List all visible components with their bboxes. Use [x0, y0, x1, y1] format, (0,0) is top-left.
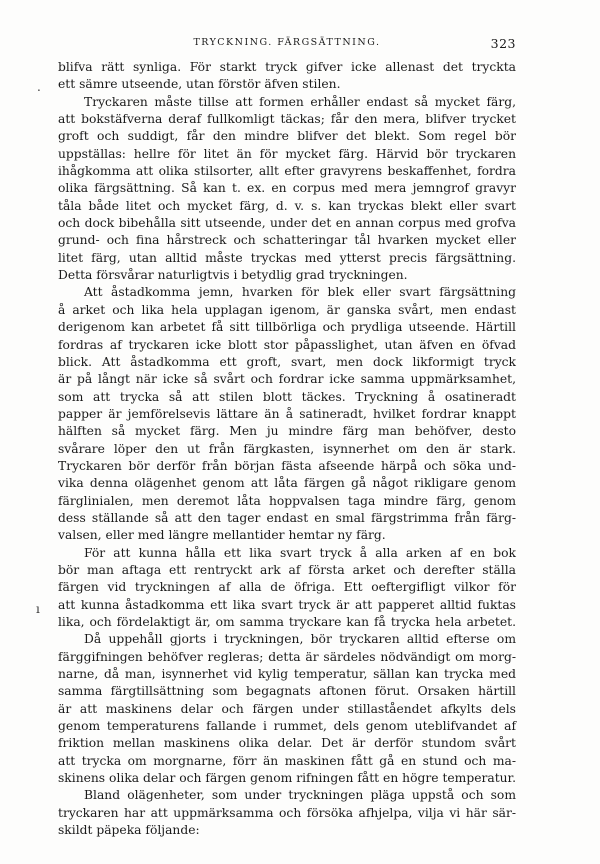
body-text	[58, 59, 516, 839]
paragraph-1	[58, 59, 516, 94]
text-line: papper är jemförelsevis lättare än å satineradt, hvilket fordrar knappt	[58, 406, 516, 421]
running-head	[58, 37, 516, 53]
text-line: friktion mellan maskinens olika delar. Det är derför stundom svårt	[58, 736, 516, 751]
text-line: Detta försvårar naturligtvis i betydlig grad tryckningen.	[58, 268, 408, 283]
text-line: skinens olika delar och färgen genom rifningen fått en högre temperatur.	[58, 771, 516, 786]
text-line: För att kunna hålla ett lika svart tryck å alla arken af en bok	[84, 545, 516, 560]
text-line: genom temperaturens fallande i rummet, dels genom uteblifvandet af	[58, 719, 516, 734]
text-line: att trycka om morgnarne, förr än maskinen fått gå en stund och ma-	[58, 753, 516, 768]
text-line: hälften så mycket färg. Men ju mindre färg man behöfver, desto	[58, 424, 516, 439]
text-line: dess ställande så att den tager endast en smal färgstrimma från färg-	[58, 510, 516, 525]
paragraph-2	[58, 94, 516, 285]
text-line: tryckaren har att uppmärksamma och försöka afhjelpa, vilja vi här sär-	[58, 805, 516, 820]
text-line: Att åstadkomma jemn, hvarken för blek eller svart färgsättning	[84, 285, 516, 300]
text-line: Bland olägenheter, som under tryckningen pläga uppstå och som	[84, 788, 516, 803]
text-line: derigenom kan arbetet få sitt tillbörliga och prydliga utseende. Härtill	[58, 320, 516, 335]
text-line: vika denna olägenhet genom att låta färgen gå något rikligare genom	[58, 476, 516, 491]
text-line: samma färgtillsättning som begagnats aftonen förut. Orsaken härtill	[58, 684, 516, 699]
text-line: som att trycka så att stilen blott täckes. Tryckning å osatineradt	[58, 389, 516, 404]
text-line: narne, då man, isynnerhet vid kylig temperatur, sällan kan trycka med	[58, 667, 516, 682]
text-line: att kunna åstadkomma ett lika svart tryck är att papperet alltid fuktas	[58, 597, 516, 612]
paragraph-4	[58, 545, 516, 632]
text-line: bör man aftaga ett rentryckt ark af första arket och derefter ställa	[58, 562, 516, 577]
text-line: Då uppehåll gjorts i tryckningen, bör tryckaren alltid efterse om	[84, 632, 516, 647]
text-line: är att maskinens delar och färgen under stillaståendet afkylts dels	[58, 701, 516, 716]
text-line: uppställas: hellre för litet än för mycket färg. Härvid bör tryckaren	[58, 146, 516, 161]
text-line: ihågkomma att olika stilsorter, allt efter gravyrens beskaffenhet, fordra	[58, 164, 516, 179]
text-line: och dock bibehålla sitt utseende, under det en annan corpus med grofva	[58, 216, 516, 231]
margin-mark: .	[37, 80, 41, 94]
margin-mark: ı	[36, 602, 40, 616]
running-title: TRYCKNING. FÄRGSÄTTNING.	[193, 37, 381, 48]
text-line: Tryckaren bör derför från början fästa afseende härpå och söka und-	[58, 458, 516, 473]
text-line: valsen, eller med längre mellantider hemtar ny färg.	[58, 528, 386, 543]
text-line: groft och suddigt, får den mindre blifver det blekt. Som regel bör	[58, 129, 516, 144]
text-line: lika, och fördelaktigt är, om samma tryckare kan få trycka hela arbetet.	[58, 615, 516, 629]
text-line: svårare löper den ut från färgkasten, isynnerhet om den är stark.	[58, 441, 516, 456]
text-line: att bokstäfverna deraf fullkomligt täckas; får den mera, blifver trycket	[58, 112, 516, 127]
paragraph-3	[58, 284, 516, 544]
text-line: är på långt när icke så svårt och fordrar icke samma uppmärksamhet,	[58, 372, 516, 387]
text-line: fordras af tryckaren icke blott stor påpasslighet, utan äfven en öfvad	[58, 337, 516, 352]
text-line: skildt päpeka följande:	[58, 823, 200, 838]
text-line: ett sämre utseende, utan förstör äfven stilen.	[58, 77, 341, 92]
text-line: Tryckaren måste tillse att formen erhåller endast så mycket färg,	[84, 94, 516, 109]
text-line: blick. Att åstadkomma ett groft, svart, men dock likformigt tryck	[58, 354, 516, 369]
paragraph-6	[58, 787, 516, 839]
text-line: tåla både litet och mycket färg, d. v. s. kan tryckas blekt eller svart	[58, 198, 516, 213]
text-line: grund- och fina hårstreck och schatteringar tål hvarken mycket eller	[58, 233, 516, 248]
text-line: litet färg, utan alltid måste tryckas med ytterst precis färgsättning.	[58, 250, 516, 265]
text-line: färggifningen behöfver regleras; detta är särdeles nödvändigt om morg-	[58, 649, 516, 664]
text-line: blifva rätt synliga. För starkt tryck gifver icke allenast det tryckta	[58, 60, 516, 74]
text-line: färgen vid tryckningen af alla de öfriga. Ett oeftergifligt vilkor för	[58, 580, 516, 595]
text-line: färglinialen, men deremot låta hoppvalsen taga mindre färg, genom	[58, 493, 516, 508]
text-line: olika färgsättning. Så kan t. ex. en corpus med mera jemngrof gravyr	[58, 181, 516, 196]
page-number: 323	[490, 36, 516, 51]
text-line: å arket och lika hela upplagan igenom, är ganska svårt, men endast	[58, 302, 516, 317]
paragraph-5	[58, 631, 516, 787]
